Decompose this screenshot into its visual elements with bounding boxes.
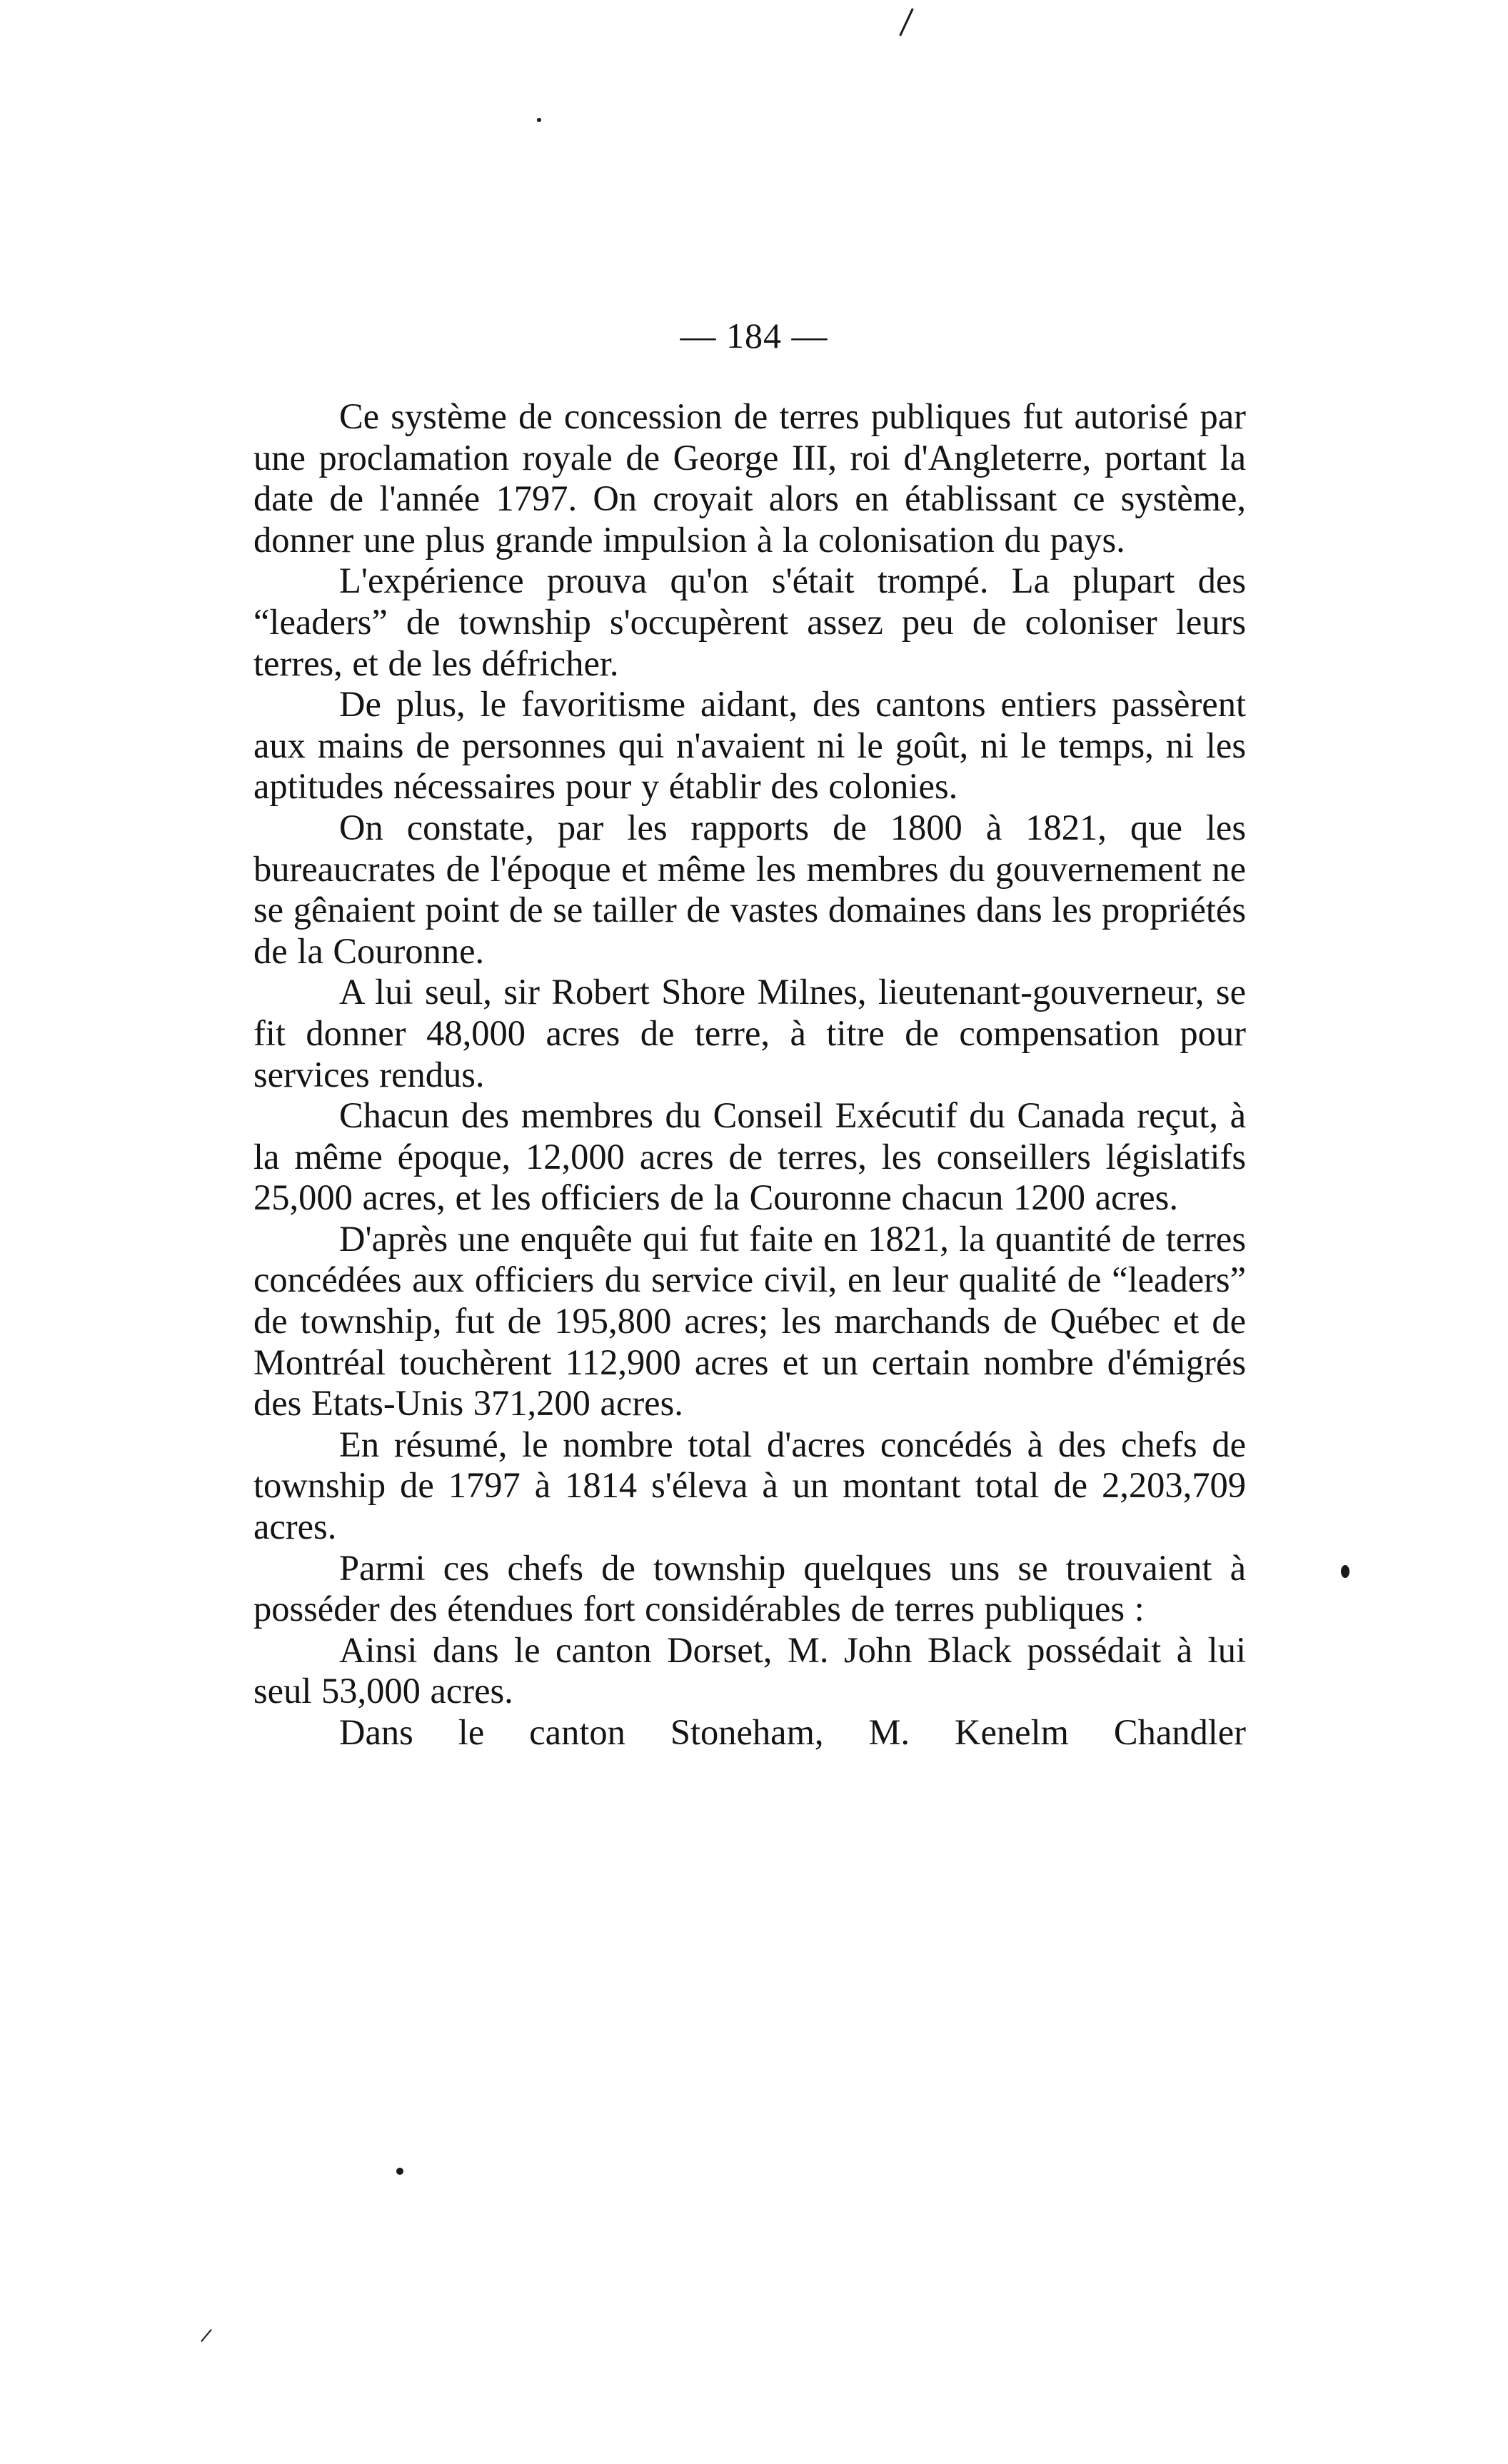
paragraph-5: A lui seul, sir Robert Shore Milnes, lieutenant-gouverneur, se fit donner 48,000 acres de terre, à titre de compensation pour services rendus.: [253, 972, 1246, 1095]
scan-mark-bottom: [201, 2329, 212, 2342]
paragraph-11: Dans le canton Stoneham, M. Kenelm Chandler: [339, 1712, 1246, 1752]
scan-speck-right: [1341, 1565, 1349, 1578]
body-text: [253, 396, 1246, 1754]
paragraph-8: En résumé, le nombre total d'acres concédés à des chefs de township de 1797 à 1814 s'éleva à un montant total de 2,203,709 acres.: [253, 1424, 1246, 1547]
scan-mark-top: [899, 8, 913, 36]
paragraph-10: Ainsi dans le canton Dorset, M. John Black possédait à lui seul 53,000 acres.: [253, 1629, 1246, 1711]
paragraph-1: Ce système de concession de terres publiques fut autorisé par une proclamation royale de George III, roi d'Angleterre, portant la date de l'année 1797. On croyait alors en établissant ce système, donner une plus grande impulsion à la colonisation du pays.: [253, 396, 1246, 560]
paragraph-4: On constate, par les rapports de 1800 à 1821, que les bureaucrates de l'époque et même les membres du gouvernement ne se gênaient point de se tailler de vastes domaines dans les propriétés de la Couronne.: [253, 807, 1246, 971]
scan-speck-top: [537, 118, 541, 122]
paragraph-6: Chacun des membres du Conseil Exécutif du Canada reçut, à la même époque, 12,000 acres de terres, les conseillers législatifs 25,000 acres, et les officiers de la Couronne chacun 1200 acres.: [253, 1095, 1246, 1218]
page-number: — 184 —: [680, 316, 828, 356]
paragraph-7: D'après une enquête qui fut faite en 1821, la quantité de terres concédées aux officiers du service civil, en leur qualité de “leaders” de township, fut de 195,800 acres; les marchands de Québec et de Montréal touchèrent 112,900 acres et un certain nombre d'émigrés des Etats-Unis 371,200 acres.: [253, 1218, 1246, 1424]
paragraph-2: L'expérience prouva qu'on s'était trompé. La plupart des “leaders” de township s'occupèrent assez peu de coloniser leurs terres, et de les défricher.: [253, 560, 1246, 683]
paragraph-3: De plus, le favoritisme aidant, des cantons entiers passèrent aux mains de personnes qui n'avaient ni le goût, ni le temps, ni les aptitudes nécessaires pour y établir des colonies.: [253, 684, 1246, 807]
paragraph-9: Parmi ces chefs de township quelques uns se trouvaient à posséder des étendues fort considérables de terres publiques :: [253, 1547, 1246, 1629]
scan-speck-bottom: [396, 2168, 403, 2175]
